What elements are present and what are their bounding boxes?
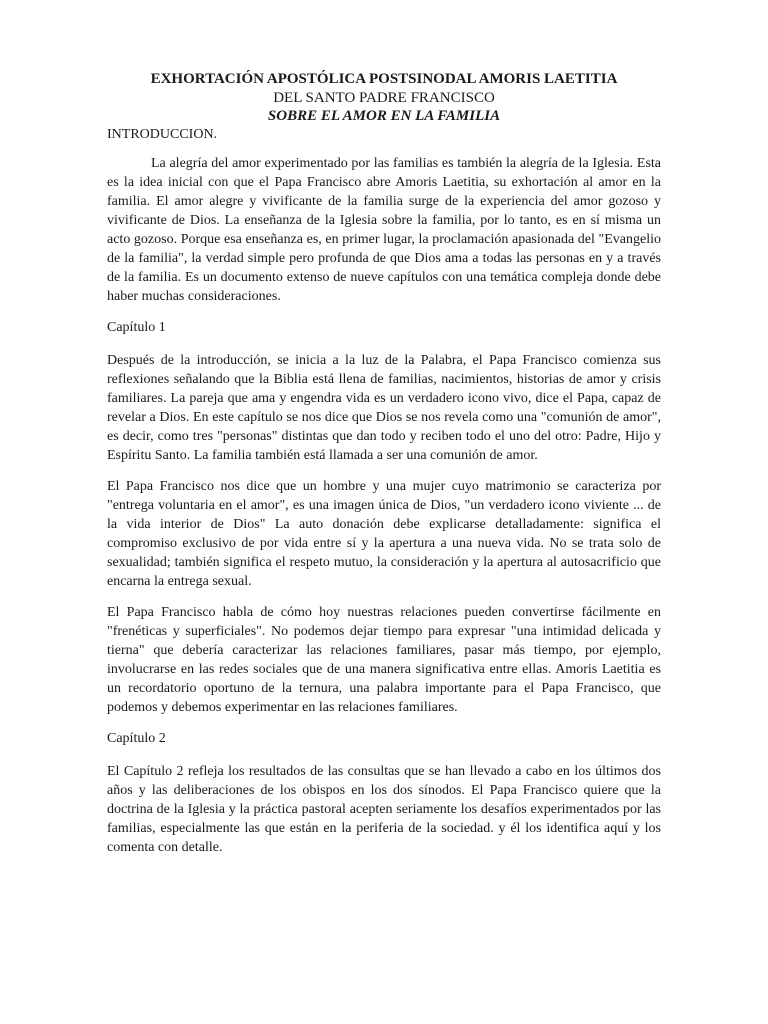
chapter-1-paragraph: El Papa Francisco habla de cómo hoy nuestras relaciones pueden convertirse fácilmente en "frenéticas y superficiales". No podemos dejar tiempo para expresar "una intimidad delicada y tierna" que debería caracterizar las relaciones familiares, pasar más tiempo, por ejemplo, involucrarse en las redes sociales que de una manera significativa entre ellas. Amoris Laetitia es un recordatorio oportuno de la ternura, una palabra importante para el Papa Francisco, que podemos y debemos experimentar en las relaciones familiares.: [107, 605, 661, 715]
intro-heading: INTRODUCCION.: [107, 127, 218, 142]
chapter-1-heading: Capítulo 1: [107, 320, 166, 335]
chapter-2-heading: Capítulo 2: [107, 731, 166, 746]
document-page: [107, 70, 661, 869]
chapter-1-paragraph: Después de la introducción, se inicia a la luz de la Palabra, el Papa Francisco comienza sus reflexiones señalando que la Biblia está llena de familias, nacimientos, historias de amor y crisis familiares. La pareja que ama y engendra vida es un verdadero icono vivo, dice el Papa, capaz de revelar a Dios. En este capítulo se nos dice que Dios se nos revela como una "comunión de amor", es decir, como tres "personas" distintas que dan todo y reciben todo el uno del otro: Padre, Hijo y Espíritu Santo. La familia también está llamada a ser una comunión de amor.: [107, 353, 661, 463]
document-subtitle: DEL SANTO PADRE FRANCISCO: [273, 90, 495, 106]
document-title: EXHORTACIÓN APOSTÓLICA POSTSINODAL AMORIS LAETITIA: [150, 71, 618, 87]
intro-paragraph: La alegría del amor experimentado por las familias es también la alegría de la Iglesia. Esta es la idea inicial con que el Papa Francisco abre Amoris Laetitia, su exhortación al amor en la familia. El amor alegre y vivificante de la familia surge de la experiencia del amor gozoso y vivificante de Dios. La enseñanza de la Iglesia sobre la familia, por lo tanto, es en sí misma un acto gozoso. Porque esa enseñanza es, en primer lugar, la proclamación apasionada del "Evangelio de la familia", la verdad simple pero profunda de que Dios ama a todas las personas en y a través de la familia. Es un documento extenso de nueve capítulos con una temática compleja donde debe haber muchas consideraciones.: [107, 156, 661, 304]
document-subtitle-topic: SOBRE EL AMOR EN LA FAMILIA: [267, 108, 501, 124]
chapter-2-paragraph: El Capítulo 2 refleja los resultados de las consultas que se han llevado a cabo en los últimos dos años y las deliberaciones de los obispos en los dos sínodos. El Papa Francisco quiere que la doctrina de la Iglesia y la práctica pastoral acepten seriamente los desafíos experimentados por las familias, especialmente las que están en la periferia de la sociedad. y él los identifica aquí y los comenta con detalle.: [107, 764, 661, 855]
chapter-1-paragraph: El Papa Francisco nos dice que un hombre y una mujer cuyo matrimonio se caracteriza por "entrega voluntaria en el amor", es una imagen única de Dios, "un verdadero icono viviente ... de la vida interior de Dios" La auto donación debe explicarse detalladamente: significa el compromiso exclusivo de por vida entre sí y la apertura a una nueva vida. No se trata solo de sexualidad; también significa el respeto mutuo, la consideración y la apertura al autosacrificio que encarna la entrega sexual.: [107, 479, 661, 589]
